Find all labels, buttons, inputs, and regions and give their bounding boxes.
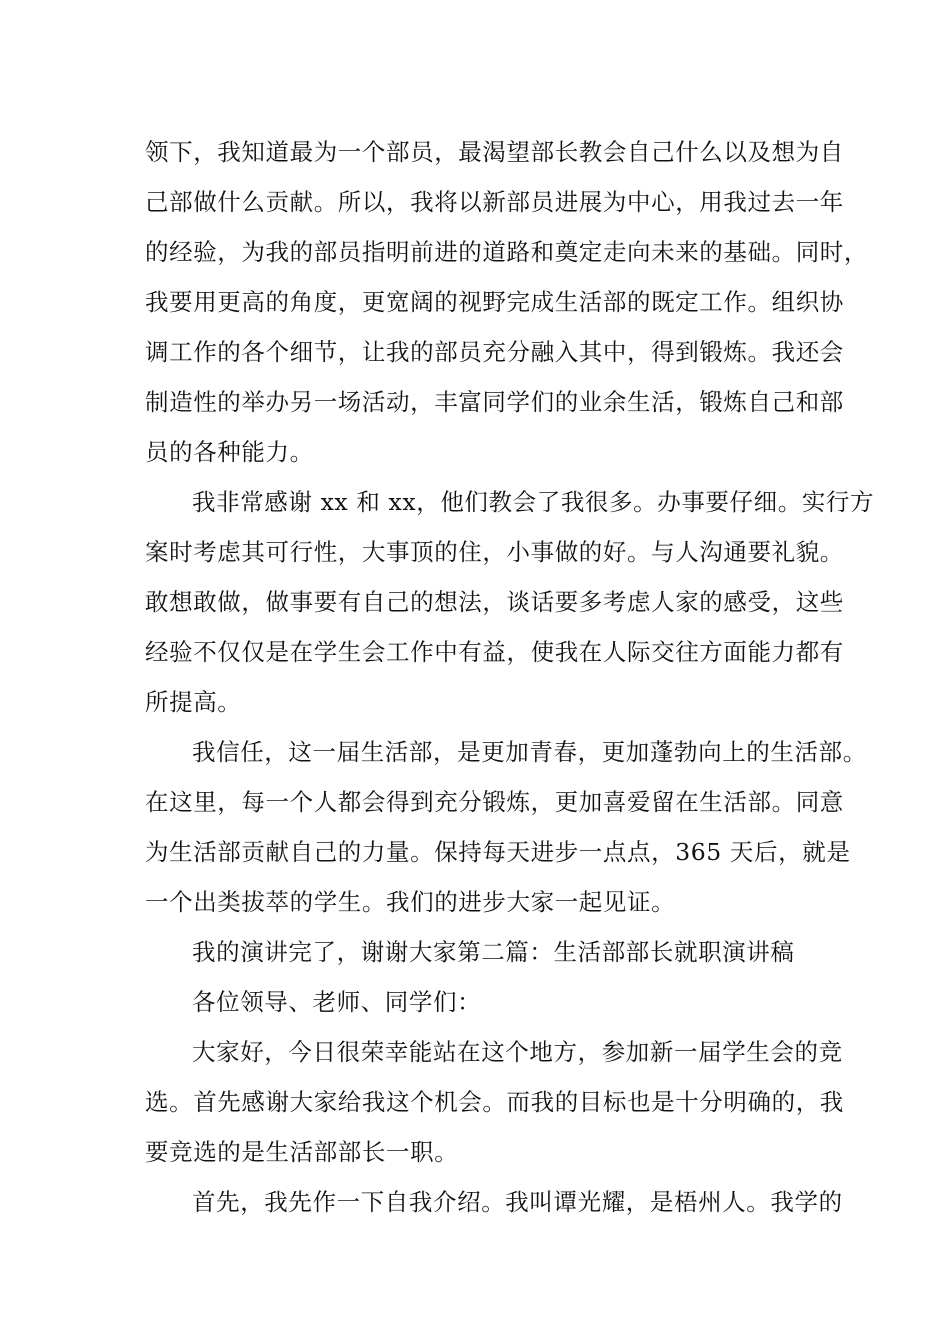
text-line: 首先，我先作一下自我介绍。我叫谭光耀，是梧州人。我学的 <box>192 1188 843 1216</box>
text-line: 我信任，这一届生活部，是更加青春，更加蓬勃向上的生活部。 <box>192 738 867 766</box>
text-line: 为生活部贡献自己的力量。保持每天进步一点点，365 天后，就是 <box>145 838 851 866</box>
text-line: 我要用更高的角度，更宽阔的视野完成生活部的既定工作。组织协 <box>145 288 844 316</box>
text-line: 我非常感谢 xx 和 xx，他们教会了我很多。办事要仔细。实行方 <box>192 488 875 516</box>
text-line: 所提高。 <box>145 688 242 716</box>
text-line: 各位领导、老师、同学们： <box>192 988 482 1016</box>
text-line: 的经验，为我的部员指明前进的道路和奠定走向未来的基础。同时， <box>145 238 868 266</box>
text-line: 员的各种能力。 <box>145 438 314 466</box>
text-line: 制造性的举办另一场活动，丰富同学们的业余生活，锻炼自己和部 <box>145 388 844 416</box>
text-line: 己部做什么贡献。所以，我将以新部员进展为中心，用我过去一年 <box>145 188 844 216</box>
text-line: 领下，我知道最为一个部员，最渴望部长教会自己什么以及想为自 <box>145 138 844 166</box>
text-line: 在这里，每一个人都会得到充分锻炼，更加喜爱留在生活部。同意 <box>145 788 844 816</box>
text-line: 要竞选的是生活部部长一职。 <box>145 1138 459 1166</box>
text-line: 调工作的各个细节，让我的部员充分融入其中，得到锻炼。我还会 <box>145 338 844 366</box>
text-line: 一个出类拔萃的学生。我们的进步大家一起见证。 <box>145 888 676 916</box>
text-line: 敢想敢做，做事要有自己的想法，谈话要多考虑人家的感受，这些 <box>145 588 844 616</box>
text-line: 我的演讲完了，谢谢大家第二篇：生活部部长就职演讲稿 <box>192 938 795 966</box>
text-line: 经验不仅仅是在学生会工作中有益，使我在人际交往方面能力都有 <box>145 638 844 666</box>
text-line: 大家好，今日很荣幸能站在这个地方，参加新一届学生会的竞 <box>192 1038 843 1066</box>
text-line: 案时考虑其可行性，大事顶的住，小事做的好。与人沟通要礼貌。 <box>145 538 844 566</box>
text-line: 选。首先感谢大家给我这个机会。而我的目标也是十分明确的，我 <box>145 1088 844 1116</box>
